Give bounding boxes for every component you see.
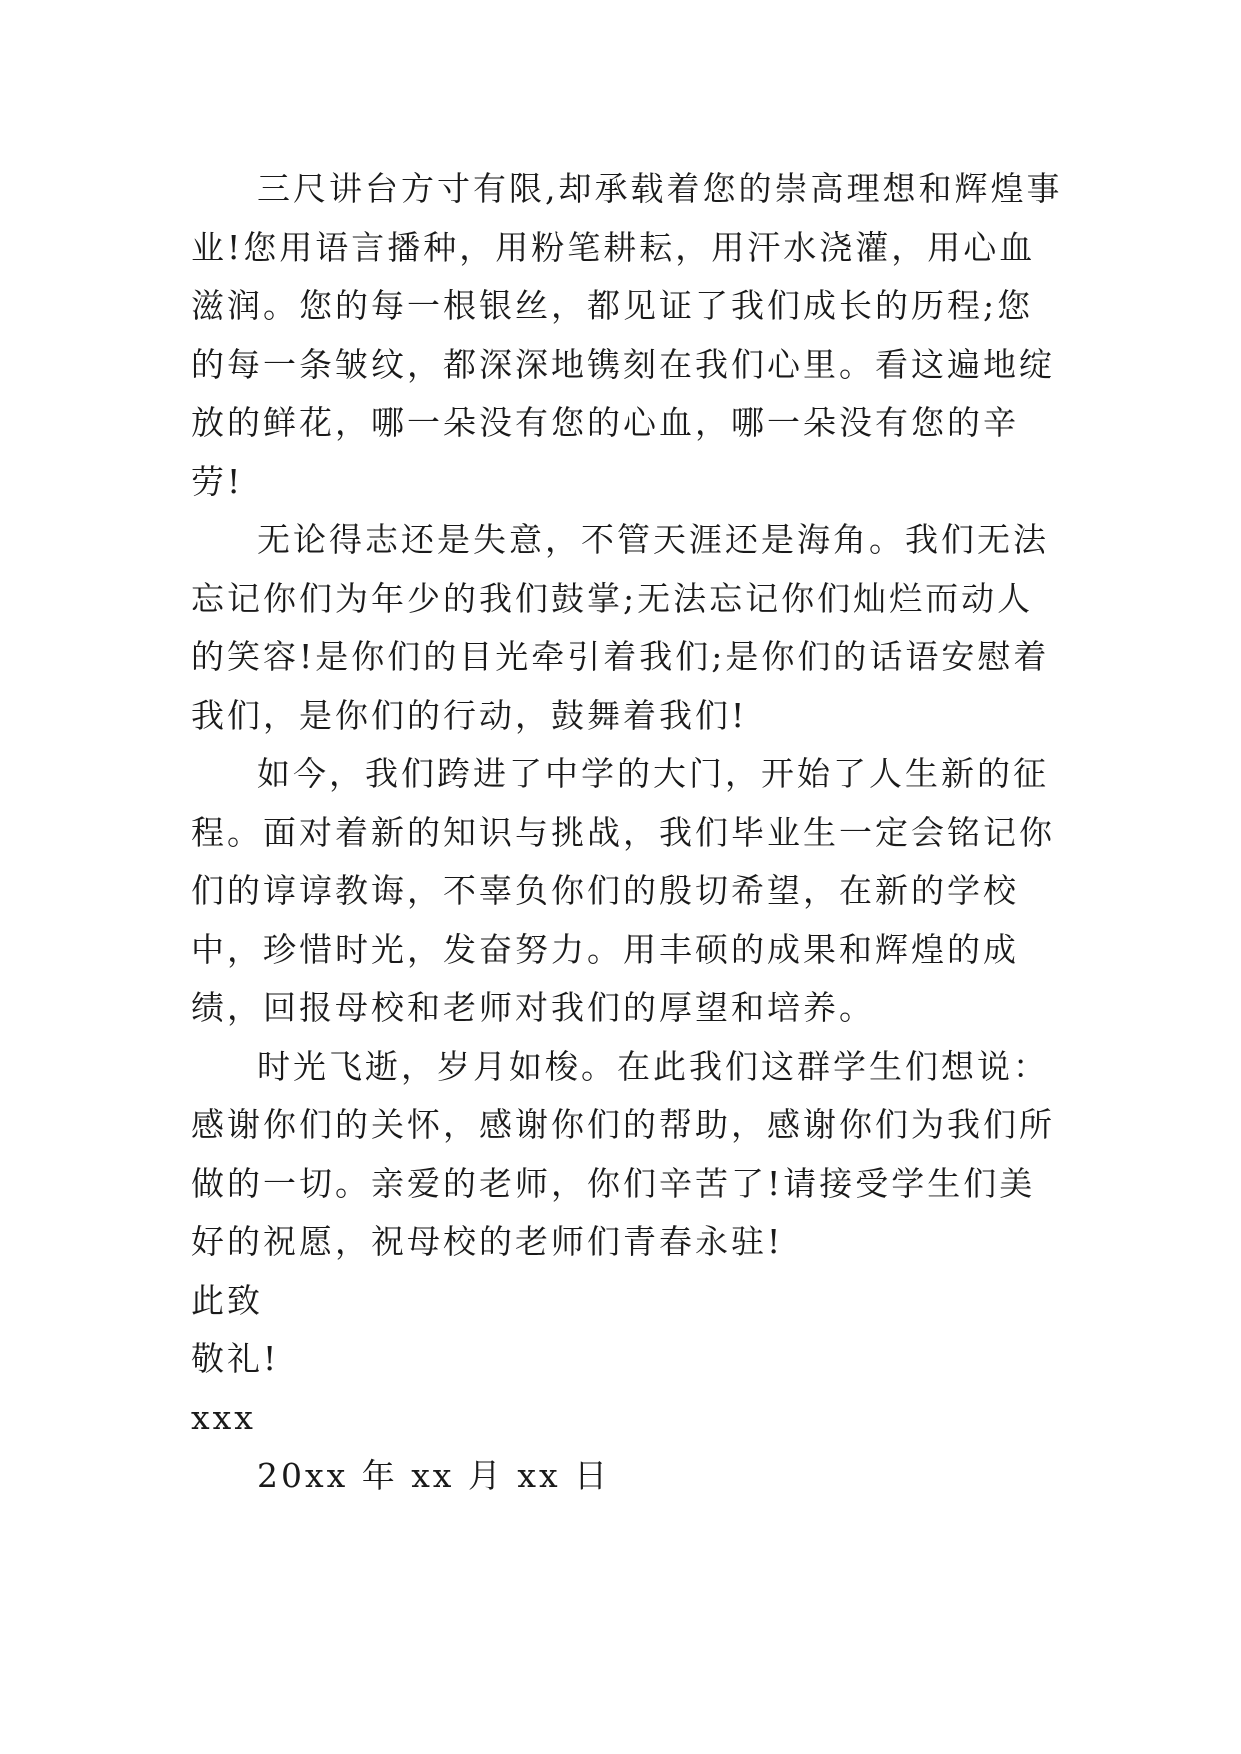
letter-date: 20xx 年 xx 月 xx 日 (257, 1456, 611, 1495)
closing-respect: 敬礼! (191, 1339, 280, 1378)
letter-body (191, 160, 1067, 1506)
paragraph-3: 如今，我们跨进了中学的大门，开始了人生新的征程。面对着新的知识与挑战，我们毕业生一定会铭记你们的谆谆教诲，不辜负你们的殷切希望，在新的学校中，珍惜时光，发奋努力。用丰硕的成果和辉煌的成绩，回报母校和老师对我们的厚望和培养。 (191, 754, 1055, 1027)
signature: xxx (191, 1397, 256, 1437)
paragraph-1: 三尺讲台方寸有限,却承载着您的崇高理想和辉煌事业!您用语言播种，用粉笔耕耘，用汗水浇灌，用心血滋润。您的每一根银丝，都见证了我们成长的历程;您的每一条皱纹，都深深地镌刻在我们心里。看这遍地绽放的鲜花，哪一朵没有您的心血，哪一朵没有您的辛劳! (191, 169, 1063, 501)
closing-salutation: 此致 (191, 1280, 263, 1320)
paragraph-2: 无论得志还是失意，不管天涯还是海角。我们无法忘记你们为年少的我们鼓掌;无法忘记你们灿烂而动人的笑容!是你们的目光牵引着我们;是你们的话语安慰着我们，是你们的行动，鼓舞着我们! (191, 520, 1050, 735)
paragraph-4: 时光飞逝，岁月如梭。在此我们这群学生们想说：感谢你们的关怀，感谢你们的帮助，感谢你们为我们所做的一切。亲爱的老师，你们辛苦了!请接受学生们美好的祝愿，祝母校的老师们青春永驻! (191, 1046, 1055, 1261)
